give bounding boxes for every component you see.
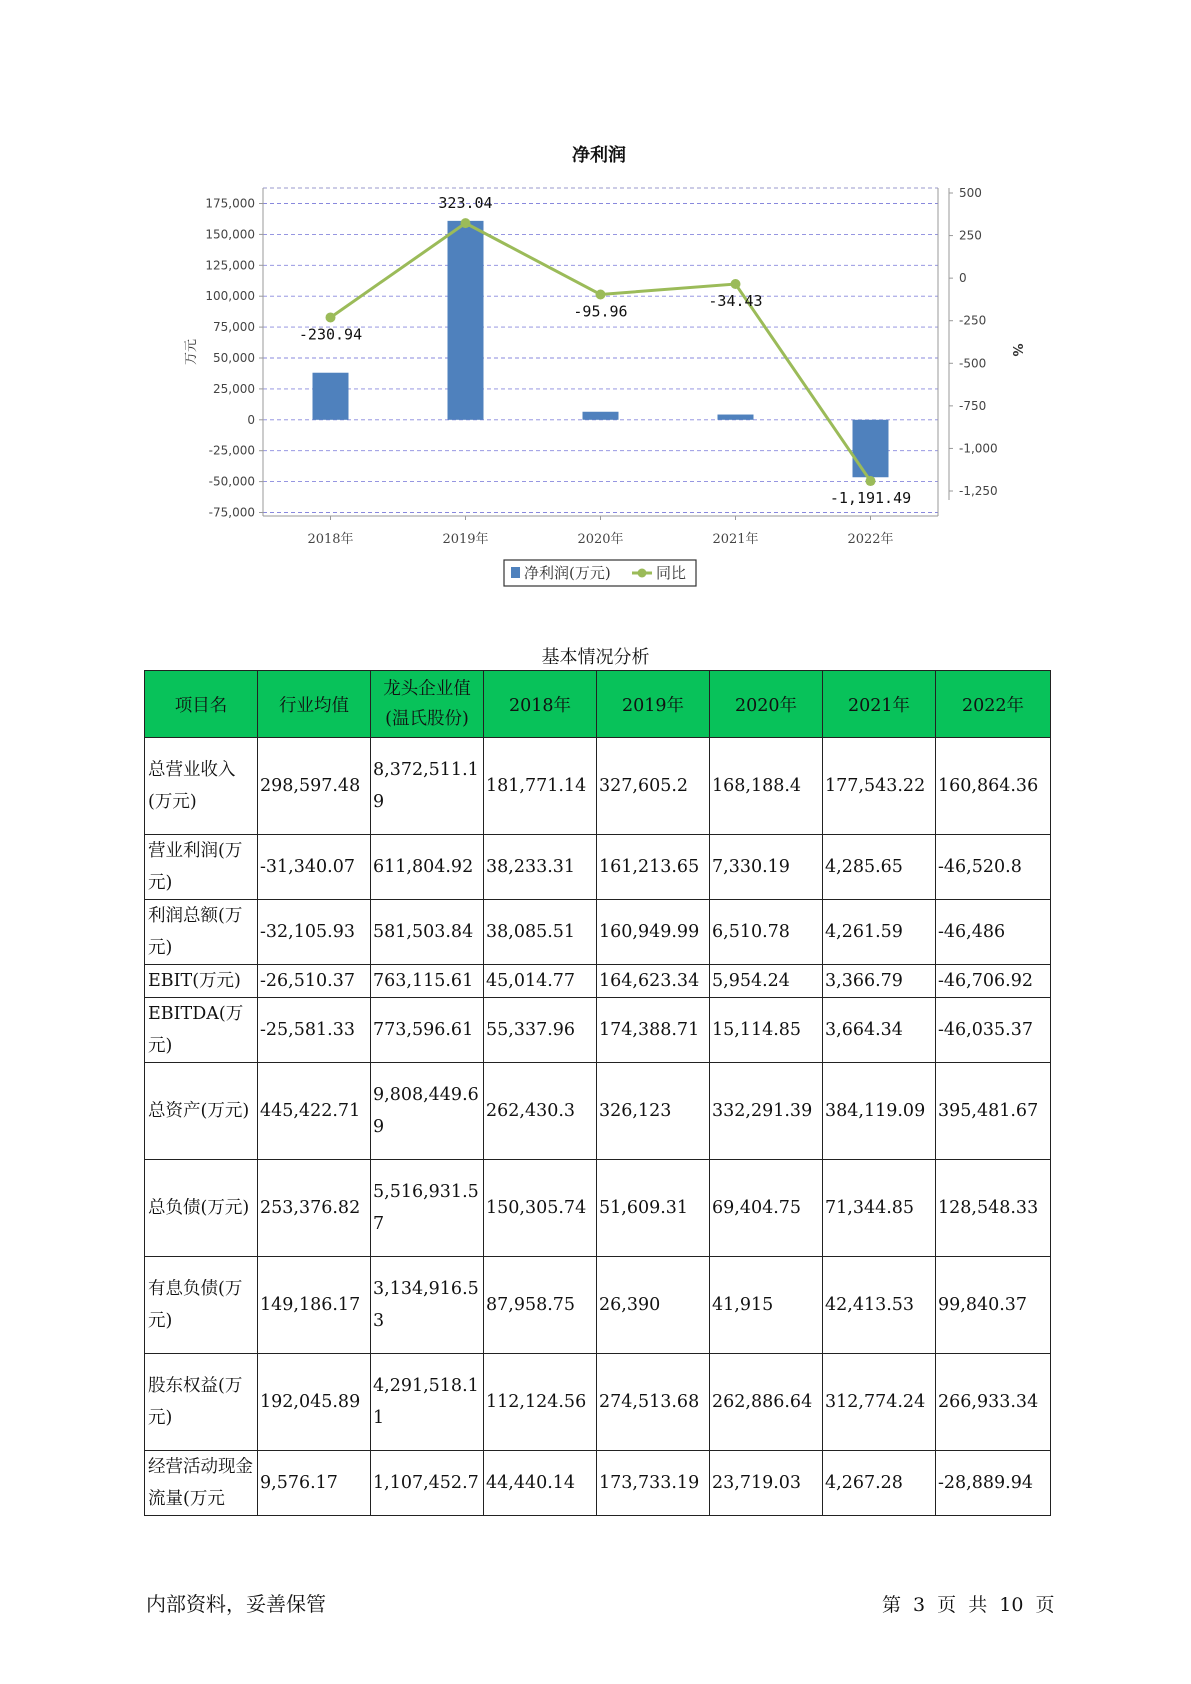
basic-analysis-table <box>144 670 1051 1516</box>
table-header-row <box>145 671 1051 738</box>
table-cell: 5,516,931.57 <box>371 1160 484 1257</box>
data-label: -1,191.49 <box>829 489 912 508</box>
table-cell: -25,581.33 <box>258 998 371 1063</box>
data-label: 323.04 <box>438 194 493 213</box>
chart-grid <box>263 188 938 513</box>
data-label: -95.96 <box>573 302 628 321</box>
table-cell: 160,864.36 <box>936 738 1051 835</box>
y-tick-label: 75,000 <box>213 320 255 335</box>
table-cell: 181,771.14 <box>484 738 597 835</box>
table-cell: 395,481.67 <box>936 1063 1051 1160</box>
data-label: -34.43 <box>708 292 763 311</box>
y2-tick-label: -750 <box>959 398 987 413</box>
bar <box>313 373 349 420</box>
table-cell: 445,422.71 <box>258 1063 371 1160</box>
table-cell: 128,548.33 <box>936 1160 1051 1257</box>
line-series <box>299 194 911 507</box>
table-cell: 4,261.59 <box>823 900 936 965</box>
y-tick-label: 0 <box>247 412 255 427</box>
bar <box>853 420 889 477</box>
table-cell: -31,340.07 <box>258 835 371 900</box>
table-cell: -28,889.94 <box>936 1451 1051 1516</box>
table-cell: 99,840.37 <box>936 1257 1051 1354</box>
y2-tick-label: -1,000 <box>959 441 998 456</box>
footer-page-number: 第 3 页 共 10 页 <box>882 1594 1055 1616</box>
table-cell: 326,123 <box>597 1063 710 1160</box>
table-cell: 160,949.99 <box>597 900 710 965</box>
table-cell: 51,609.31 <box>597 1160 710 1257</box>
bar <box>718 415 754 420</box>
row-label: 有息负债(万元) <box>145 1257 258 1354</box>
header-industry-average: 行业均值 <box>258 671 371 738</box>
table-cell: 15,114.85 <box>710 998 823 1063</box>
line-point <box>596 289 606 299</box>
table-cell: 5,954.24 <box>710 965 823 998</box>
table-cell: 174,388.71 <box>597 998 710 1063</box>
table-row-ebit <box>145 965 1051 998</box>
y2-tick-label: -1,250 <box>959 484 998 498</box>
table-cell: 87,958.75 <box>484 1257 597 1354</box>
table-cell: 168,188.4 <box>710 738 823 835</box>
table-cell: -46,486 <box>936 900 1051 965</box>
table-cell: 4,285.65 <box>823 835 936 900</box>
table-cell: 6,510.78 <box>710 900 823 965</box>
table-row-operating-profit <box>145 835 1051 900</box>
table-cell: 177,543.22 <box>823 738 936 835</box>
line-point <box>461 218 471 228</box>
table-cell: 23,719.03 <box>710 1451 823 1516</box>
header-item-name: 项目名 <box>145 671 258 738</box>
x-tick-label: 2021年 <box>712 532 759 547</box>
table-cell: 42,413.53 <box>823 1257 936 1354</box>
row-label: EBITDA(万元) <box>145 998 258 1063</box>
table-cell: 262,430.3 <box>484 1063 597 1160</box>
row-label: 总营业收入(万元) <box>145 738 258 835</box>
row-label: 营业利润(万元) <box>145 835 258 900</box>
table-cell: 161,213.65 <box>597 835 710 900</box>
chart-legend <box>504 560 696 586</box>
line-point <box>866 476 876 486</box>
bar <box>583 412 619 420</box>
table-row-operating-cash-flow <box>145 1451 1051 1516</box>
table-cell: 611,804.92 <box>371 835 484 900</box>
table-cell: 253,376.82 <box>258 1160 371 1257</box>
table-cell: 55,337.96 <box>484 998 597 1063</box>
table-cell: 763,115.61 <box>371 965 484 998</box>
table-cell: 44,440.14 <box>484 1451 597 1516</box>
table-cell: 298,597.48 <box>258 738 371 835</box>
header-2019: 2019年 <box>597 671 710 738</box>
y-tick-label: 150,000 <box>205 227 255 242</box>
table-title: 基本情况分析 <box>541 647 650 668</box>
y-tick-label: 175,000 <box>205 196 255 211</box>
table-row-total-liabilities <box>145 1160 1051 1257</box>
table-cell: 38,085.51 <box>484 900 597 965</box>
y2-tick-label: 500 <box>959 186 982 200</box>
table-row-ebitda <box>145 998 1051 1063</box>
table-cell: 41,915 <box>710 1257 823 1354</box>
table-row-total-profit <box>145 900 1051 965</box>
y2-tick-label: -500 <box>959 356 987 371</box>
y-tick-label: -50,000 <box>208 474 255 489</box>
chart-title: 净利润 <box>572 145 626 166</box>
table-cell: 150,305.74 <box>484 1160 597 1257</box>
table-cell: 69,404.75 <box>710 1160 823 1257</box>
y-axis-label: 万元 <box>184 338 199 366</box>
row-label: EBIT(万元) <box>145 965 258 998</box>
y-tick-label: -75,000 <box>208 505 255 520</box>
table-cell: 8,372,511.19 <box>371 738 484 835</box>
legend-line-label: 同比 <box>656 564 687 582</box>
table-cell: 266,933.34 <box>936 1354 1051 1451</box>
x-tick-label: 2019年 <box>442 532 489 547</box>
table-cell: -46,520.8 <box>936 835 1051 900</box>
footer-confidential: 内部资料，妥善保管 <box>146 1592 326 1616</box>
legend-line-marker <box>638 569 647 578</box>
line-point <box>731 279 741 289</box>
row-label: 总负债(万元) <box>145 1160 258 1257</box>
legend-bar-swatch <box>511 567 520 578</box>
x-tick-label: 2020年 <box>577 532 624 547</box>
table-cell: 581,503.84 <box>371 900 484 965</box>
y-tick-label: 50,000 <box>213 351 255 365</box>
y2-tick-label: 250 <box>959 228 982 243</box>
row-label: 总资产(万元) <box>145 1063 258 1160</box>
table-cell: 3,664.34 <box>823 998 936 1063</box>
table-cell: 45,014.77 <box>484 965 597 998</box>
y-tick-label: -25,000 <box>208 443 255 458</box>
table-cell: 312,774.24 <box>823 1354 936 1451</box>
y2-tick-label: -250 <box>959 313 987 328</box>
y-tick-label: 100,000 <box>205 289 255 304</box>
table-cell: 4,291,518.11 <box>371 1354 484 1451</box>
table-cell: 332,291.39 <box>710 1063 823 1160</box>
header-2021: 2021年 <box>823 671 936 738</box>
table-cell: 192,045.89 <box>258 1354 371 1451</box>
table-cell: -32,105.93 <box>258 900 371 965</box>
table-row-total-assets <box>145 1063 1051 1160</box>
table-cell: -46,706.92 <box>936 965 1051 998</box>
yoy-line <box>331 223 871 481</box>
data-label: -230.94 <box>298 325 363 344</box>
legend-bar-label: 净利润(万元) <box>524 564 611 582</box>
table-cell: -46,035.37 <box>936 998 1051 1063</box>
table-cell: 173,733.19 <box>597 1451 710 1516</box>
header-2020: 2020年 <box>710 671 823 738</box>
line-point <box>326 312 336 322</box>
row-label: 利润总额(万元) <box>145 900 258 965</box>
row-label: 股东权益(万元) <box>145 1354 258 1451</box>
x-tick-label: 2022年 <box>847 532 894 547</box>
y-tick-label: 25,000 <box>213 381 255 396</box>
table-cell: 773,596.61 <box>371 998 484 1063</box>
table-cell: 9,808,449.69 <box>371 1063 484 1160</box>
y2-axis-label: % <box>1009 343 1024 357</box>
x-tick-label: 2018年 <box>307 532 354 547</box>
header-leader-value: 龙头企业值 (温氏股份) <box>371 671 484 738</box>
row-label: 经营活动现金流量(万元 <box>145 1451 258 1516</box>
bar <box>448 221 484 420</box>
table-cell: 38,233.31 <box>484 835 597 900</box>
table-cell: 262,886.64 <box>710 1354 823 1451</box>
header-2018: 2018年 <box>484 671 597 738</box>
table-cell: 71,344.85 <box>823 1160 936 1257</box>
table-cell: 149,186.17 <box>258 1257 371 1354</box>
table-cell: 3,366.79 <box>823 965 936 998</box>
table-cell: 384,119.09 <box>823 1063 936 1160</box>
table-cell: 3,134,916.53 <box>371 1257 484 1354</box>
bar-series <box>313 221 889 477</box>
net-profit-chart <box>0 0 1191 600</box>
table-cell: 4,267.28 <box>823 1451 936 1516</box>
table-cell: 112,124.56 <box>484 1354 597 1451</box>
table-cell: 26,390 <box>597 1257 710 1354</box>
table-cell: 327,605.2 <box>597 738 710 835</box>
table-row-shareholder-equity <box>145 1354 1051 1451</box>
table-cell: -26,510.37 <box>258 965 371 998</box>
header-2022: 2022年 <box>936 671 1051 738</box>
y-tick-label: 125,000 <box>205 258 255 273</box>
table-cell: 9,576.17 <box>258 1451 371 1516</box>
table-cell: 7,330.19 <box>710 835 823 900</box>
table-cell: 274,513.68 <box>597 1354 710 1451</box>
table-row-interest-bearing-debt <box>145 1257 1051 1354</box>
table-cell: 1,107,452.7 <box>371 1451 484 1516</box>
table-cell: 164,623.34 <box>597 965 710 998</box>
table-row-total-revenue <box>145 738 1051 835</box>
y2-tick-label: 0 <box>959 271 967 286</box>
